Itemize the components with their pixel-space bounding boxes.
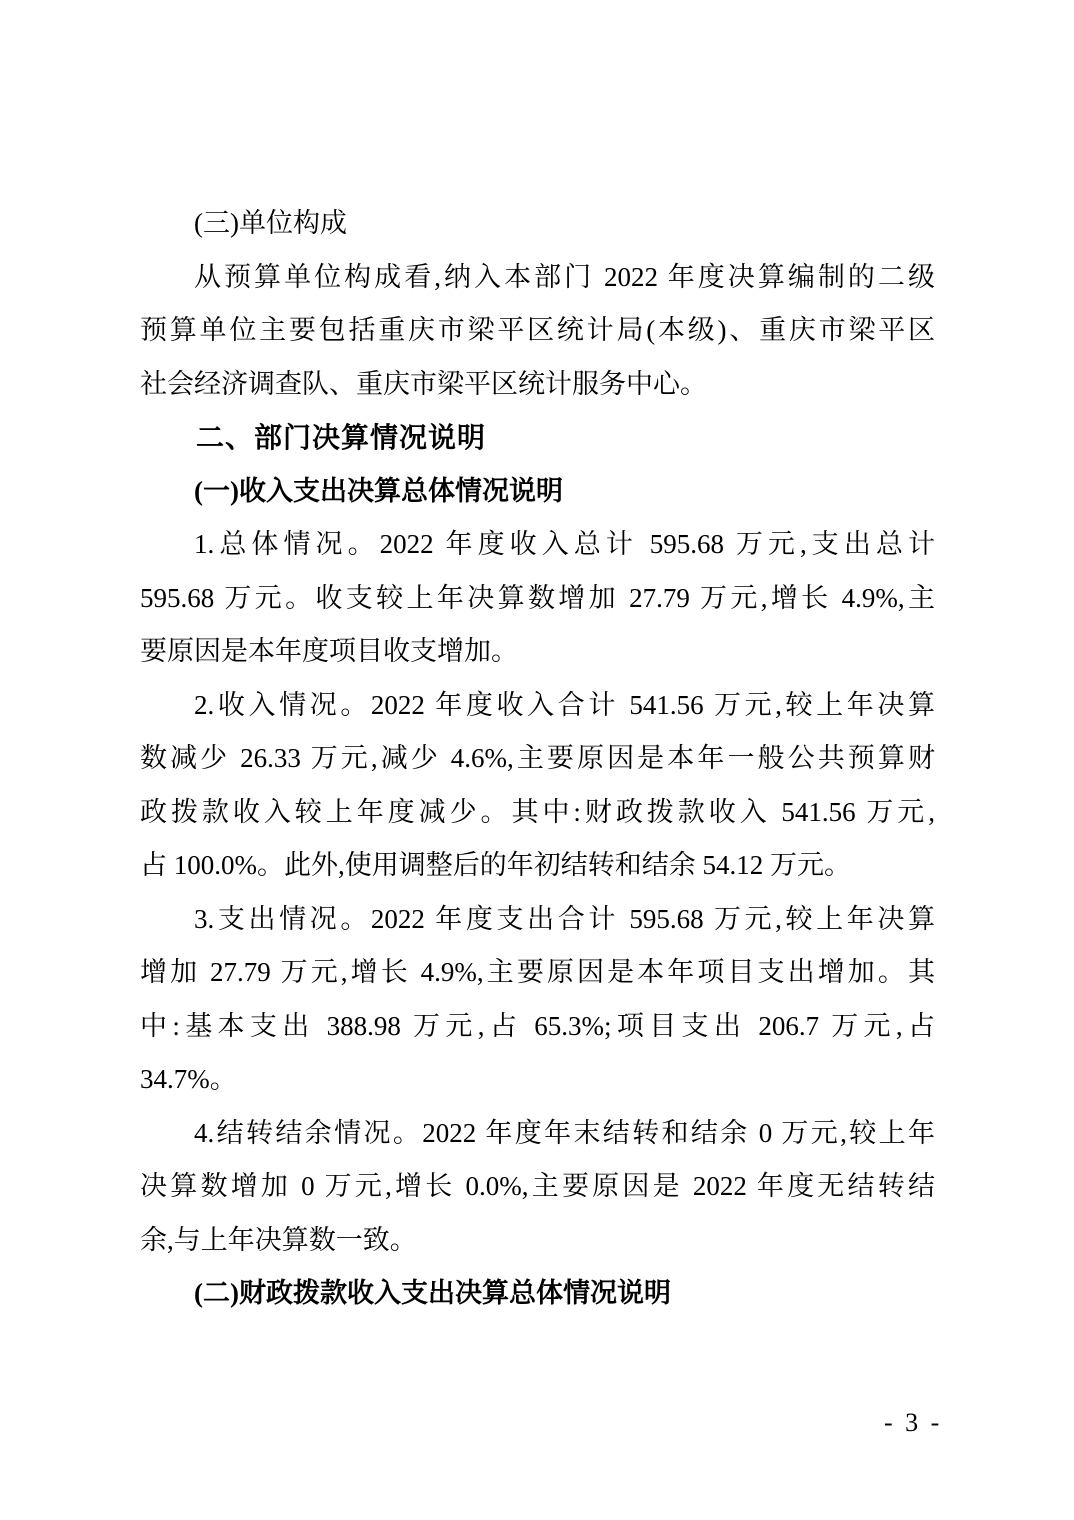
paragraph-income-line: 政拨款收入较上年度减少。其中:财政拨款收入 541.56 万元, <box>140 796 935 827</box>
page-number: - 3 - <box>884 1408 943 1437</box>
subsection-heading-unit-composition: (三)单位构成 <box>194 208 347 238</box>
paragraph-overall-line: 595.68 万元。收支较上年决算数增加 27.79 万元,增长 4.9%,主 <box>140 582 935 613</box>
paragraph-income-line: 占 100.0%。此外,使用调整后的年初结转和结余 54.12 万元。 <box>140 850 851 880</box>
paragraph-overall-line: 1.总体情况。2022 年度收入总计 595.68 万元,支出总计 <box>194 529 935 559</box>
paragraph-carryover-line: 4.结转结余情况。2022 年度年末结转和结余 0 万元,较上年 <box>194 1117 935 1148</box>
paragraph-expense-line: 中:基本支出 388.98 万元,占 65.3%;项目支出 206.7 万元,占 <box>140 1010 935 1041</box>
document-body <box>140 197 935 1321</box>
paragraph-unit-composition-line: 预算单位主要包括重庆市梁平区统计局(本级)、重庆市梁平区 <box>140 315 935 345</box>
paragraph-carryover-line: 余,与上年决算数一致。 <box>140 1224 417 1255</box>
subsection-heading-fiscal-allocation: (二)财政拨款收入支出决算总体情况说明 <box>194 1278 671 1308</box>
paragraph-carryover-line: 决算数增加 0 万元,增长 0.0%,主要原因是 2022 年度无结转结 <box>140 1171 935 1201</box>
paragraph-unit-composition-line: 从预算单位构成看,纳入本部门 2022 年度决算编制的二级 <box>194 261 935 292</box>
subsection-heading-income-expense: (一)收入支出决算总体情况说明 <box>194 475 563 506</box>
paragraph-expense-line: 增加 27.79 万元,增长 4.9%,主要原因是本年项目支出增加。其 <box>140 957 935 987</box>
section-heading-final-accounts: 二、部门决算情况说明 <box>196 422 487 453</box>
paragraph-expense-line: 3.支出情况。2022 年度支出合计 595.68 万元,较上年决算 <box>194 903 935 934</box>
paragraph-income-line: 数减少 26.33 万元,减少 4.6%,主要原因是本年一般公共预算财 <box>140 743 935 773</box>
paragraph-unit-composition-line: 社会经济调查队、重庆市梁平区统计服务中心。 <box>140 368 707 399</box>
paragraph-expense-line: 34.7%。 <box>140 1064 237 1094</box>
paragraph-overall-line: 要原因是本年度项目收支增加。 <box>140 636 518 666</box>
paragraph-income-line: 2.收入情况。2022 年度收入合计 541.56 万元,较上年决算 <box>194 689 935 720</box>
